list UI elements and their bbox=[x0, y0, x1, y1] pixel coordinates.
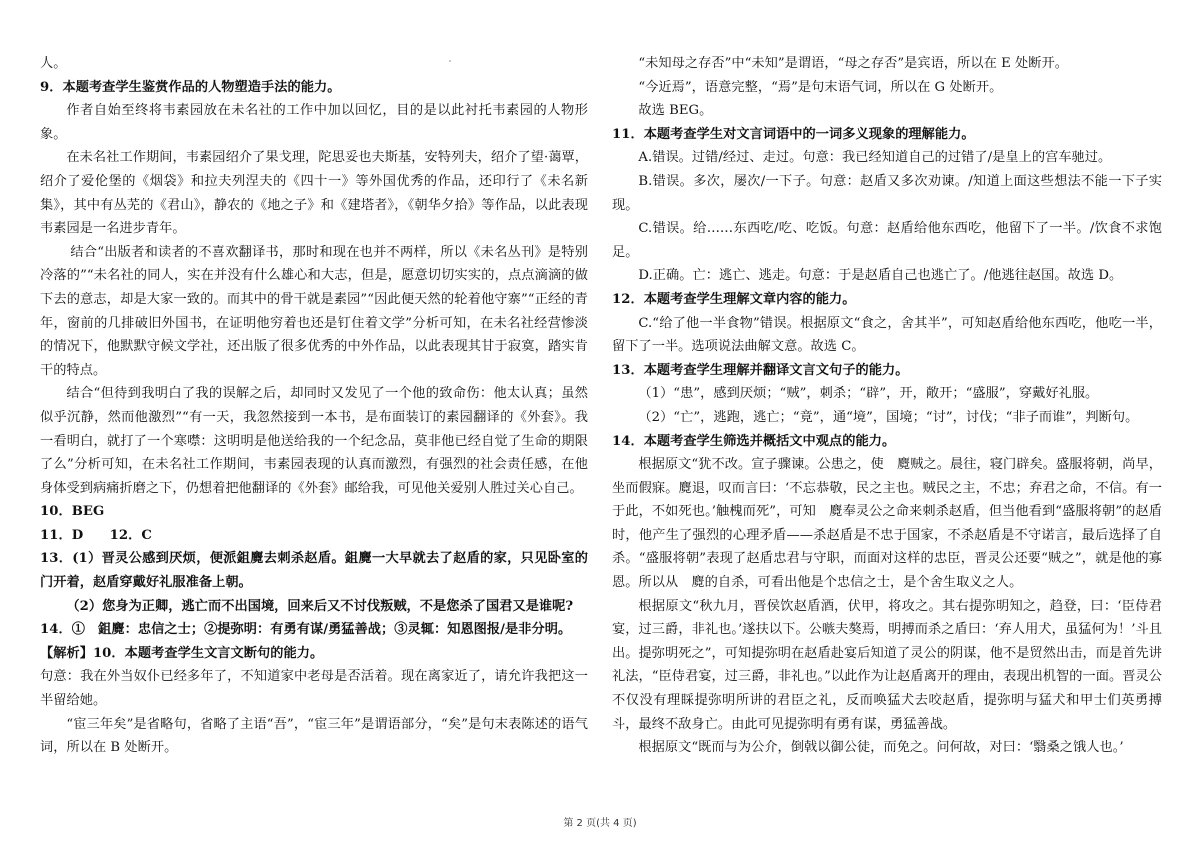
paragraph: （2）“亡”，逃跑，逃亡；“竟”，通“境”，国境；“讨”，讨伐；“非子而谁”，判断句。 bbox=[638, 409, 1139, 425]
paragraph: “未知母之存否”中“未知”是谓语，“母之存否”是宾语，所以在 E 处断开。 bbox=[638, 56, 1068, 71]
answer-line: 11．D 12．C bbox=[40, 527, 152, 543]
option-analysis: A.错误。过错/经过、走过。句意：我已经知道自己的过错了/是皇上的宫车驰过。 bbox=[638, 150, 1112, 166]
option-analysis: D.正确。亡：逃亡、逃走。句意：于是赵盾自己也逃亡了。/他逃往赵国。故选 D。 bbox=[638, 268, 1123, 284]
page-number: 第 2 页(共 4 页) bbox=[563, 818, 637, 829]
right-column bbox=[612, 52, 1162, 760]
question-heading: 9．本题考查学生鉴赏作品的人物塑造手法的能力。 bbox=[40, 79, 341, 95]
answer-line: 10．BEG bbox=[40, 504, 105, 520]
paragraph: 句意：我在外当奴仆已经多年了，不知道家中老母是否活着。现在离家近了，请允许我把这一半留给她。 bbox=[40, 669, 588, 709]
paragraph: “今近焉”，语意完整，“焉”是句末语气词，所以在 G 处断开。 bbox=[638, 79, 1003, 95]
paragraph: “宦三年矣”是省略句，省略了主语“吾”，“宦三年”是谓语部分，“矣”是句末表陈述的语气词，所以在 B 处断开。 bbox=[40, 716, 588, 756]
answer-line: 14．① 鉏麑：忠信之士；②提弥明：有勇有谋/勇猛善战；③灵辄：知恩图报/是非分明。 bbox=[40, 622, 572, 638]
answer-line: 13．(1）晋灵公感到厌烦，便派鉏麑去刺杀赵盾。鉏麑一大早就去了赵盾的家，只见卧室的门开着，赵盾穿戴好礼服准备上朝。 bbox=[40, 551, 588, 591]
option-analysis: C.错误。给……东西吃/吃、吃饭。句意：赵盾给他东西吃，他留下了一半。/饮食不求饱足。 bbox=[612, 221, 1162, 260]
option-analysis: B.错误。多次，屡次/一下子。句意：赵盾又多次劝谏。/知道上面这些想法不能一下子实现。 bbox=[612, 173, 1162, 213]
left-column bbox=[40, 52, 588, 760]
question-heading: 14．本题考查学生筛选并概括文中观点的能力。 bbox=[612, 433, 896, 449]
paragraph: C.“给了他一半食物”错误。根据原文“食之，舍其半”，可知赵盾给他东西吃，他吃一半，留下了一半。选项说法曲解文意。故选 C。 bbox=[612, 315, 1162, 355]
question-heading: 13．本题考查学生理解并翻译文言文句子的能力。 bbox=[612, 362, 909, 378]
paragraph: 根据原文“既而与为公介，倒戟以御公徒，而免之。问何故，对曰：‘翳桑之饿人也。’ bbox=[638, 740, 1124, 756]
analysis-heading: 【解析】10．本题考查学生文言文断句的能力。 bbox=[40, 645, 324, 661]
paragraph: 根据原文“秋九月，晋侯饮赵盾酒，伏甲，将攻之。其右提弥明知之，趋登，曰：‘臣侍君宴，过三爵，非礼也。’遂扶以下。公嗾夫獒焉，明搏而杀之盾曰：‘弃人用犬，虽猛何为！’斗且出。提弥明死之”，可知提弥明在赵盾赴宴后知道了灵公的阴谋，他不是贸然出击，而是首先讲礼法，“臣侍君宴，过三爵，非礼也。”以此作为让赵盾离开的理由，表现出机智的一面。晋灵公不仅没有理睬提弥明所讲的君臣之礼，反而唤猛犬去咬赵盾，提弥明与猛犬和甲士们英勇搏斗，最终不敌身亡。由此可见提弥明有勇有谋，勇猛善战。 bbox=[612, 598, 1162, 732]
paragraph: 作者自始至终将韦素园放在未名社的工作中加以回忆，目的是以此衬托韦素园的人物形象。 bbox=[40, 103, 588, 142]
paragraph: 故选 BEG。 bbox=[638, 103, 713, 119]
paragraph: 结合“出版者和读者的不喜欢翻译书，那时和现在也并不两样，所以《未名丛刊》是特别冷落的”“未名社的同人，实在并没有什么雄心和大志，但是，愿意切切实实的，点点滴滴的做下去的意志，却是大家一致的。而其中的骨干就是素园”“因此便天然的轮着他守寨”“正经的青年，窗前的几排破旧外国书，在证明他穷着也还是钉住着文学”分析可知，在未名社经营惨淡的情况下，他默默守候文学社，还出版了很多优秀的中外作品，以此表现其甘于寂寞，踏实肯干的特点。 bbox=[40, 244, 588, 378]
answer-line: （2）您身为正卿，逃亡而不出国境，回来后又不讨伐叛贼，不是您杀了国君又是谁呢? bbox=[66, 598, 574, 614]
paragraph: （1）“患”，感到厌烦；“贼”，刺杀；“辟”，开，敞开；“盛服”，穿戴好礼服。 bbox=[638, 386, 1099, 402]
paragraph: 在未名社工作期间，韦素园绍介了果戈理，陀思妥也夫斯基，安特列夫，绍介了望·蔼覃，绍介了爱伦堡的《烟袋》和拉夫列涅夫的《四十一》等外国优秀的作品，还印行了《未名新集》，其中有丛芜的《君山》，静农的《地之子》和《建塔者》，《朝华夕拾》等作品，以此表现韦素园是一名进步青年。 bbox=[40, 150, 588, 237]
question-heading: 11．本题考查学生对文言词语中的一词多义现象的理解能力。 bbox=[612, 126, 975, 142]
question-heading: 12．本题考查学生理解文章内容的能力。 bbox=[612, 291, 856, 307]
paragraph: 根据原文“犹不改。宣子骤谏。公患之，使 麑贼之。晨往，寝门辟矣。盛服将朝，尚早，坐而假寐。麑退，叹而言曰：‘不忘恭敬，民之主也。贼民之主，不忠；弃君之命，不信。有一于此，不如死也。’触槐而死”，可知 麑奉灵公之命来刺杀赵盾，但当他看到“盛服将朝”的赵盾时，他产生了强烈的心理矛盾——杀赵盾是不忠于国家，不杀赵盾是不守诺言，最后选择了自杀。“盛服将朝”表现了赵盾忠君与守职，而面对这样的忠臣，晋灵公还要“贼之”，就是他的寡恩。所以从 麑的自杀，可看出他是个忠信之士，是个舍生取义之人。 bbox=[612, 457, 1162, 591]
paragraph: 人。 bbox=[40, 56, 67, 71]
paragraph: 结合“但待到我明白了我的误解之后，却同时又发见了一个他的致命伤：他太认真；虽然似乎沉静，然而他激烈”“有一天，我忽然接到一本书，是布面装订的素园翻译的《外套》。我一看明白，就打了一个寒噤：这明明是他送给我的一个纪念品，莫非他已经自觉了生命的期限了么”分析可知，在未名社工作期间，韦素园表现的认真而激烈，有强烈的社会责任感，在他身体受到病痛折磨之下，仍想着把他翻译的《外套》邮给我，可见他关爱别人胜过关心自己。 bbox=[40, 386, 588, 496]
